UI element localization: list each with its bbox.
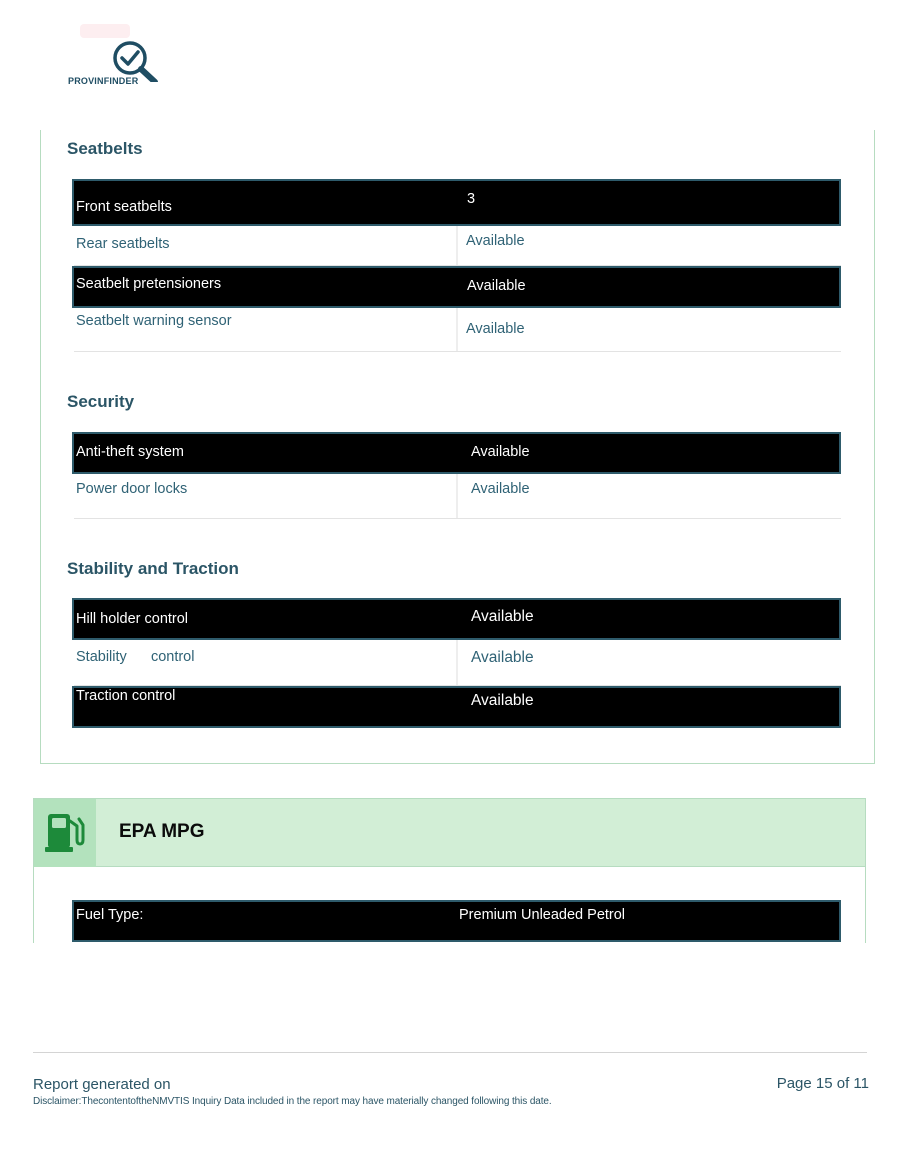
report-generated-label: Report generated on xyxy=(33,1076,171,1093)
row-value: Available xyxy=(471,692,534,709)
section-title-seatbelts: Seatbelts xyxy=(67,139,143,158)
row-label: Seatbelt warning sensor xyxy=(76,313,232,329)
table-row xyxy=(72,686,841,728)
row-value: 3 xyxy=(467,191,476,207)
row-label: Power door locks xyxy=(76,481,188,497)
row-value: Available xyxy=(471,608,534,625)
logo xyxy=(68,22,168,88)
column-divider xyxy=(456,640,458,685)
column-divider xyxy=(456,308,458,351)
row-value: Available xyxy=(466,233,525,249)
epa-header xyxy=(34,799,865,867)
table-row xyxy=(72,179,841,226)
fuel-pump-icon xyxy=(34,799,96,867)
epa-icon-box xyxy=(34,799,96,867)
row-value: Available xyxy=(471,444,530,460)
footer-divider xyxy=(33,1052,867,1053)
row-label: Hill holder control xyxy=(76,611,189,627)
page-number: Page 15 of 11 xyxy=(776,1075,869,1092)
table-row xyxy=(74,226,841,266)
column-divider xyxy=(456,226,458,265)
section-title-security: Security xyxy=(67,392,135,411)
row-label: Seatbelt pretensioners xyxy=(76,276,222,292)
table-row xyxy=(72,266,841,308)
table-row xyxy=(72,432,841,474)
disclaimer: Disclaimer:ThecontentoftheNMVTIS Inquiry Data included in the report may have materially changed following this date. xyxy=(33,1096,552,1107)
row-value: Available xyxy=(466,321,525,337)
row-value: Available xyxy=(467,278,526,294)
row-label: Rear seatbelts xyxy=(76,236,170,252)
table-row xyxy=(74,308,841,352)
section-title-stability: Stability and Traction xyxy=(67,559,239,578)
column-divider xyxy=(456,474,458,518)
magnifier-check-icon xyxy=(68,22,168,82)
epa-title: EPA MPG xyxy=(119,821,205,842)
table-row xyxy=(72,598,841,640)
row-value: Premium Unleaded Petrol xyxy=(459,907,626,923)
row-value: Available xyxy=(471,649,534,666)
table-row xyxy=(74,474,841,519)
row-value: Available xyxy=(471,481,530,497)
row-label: Fuel Type: xyxy=(76,907,144,923)
row-label: Anti-theft system xyxy=(76,444,184,460)
table-row xyxy=(72,900,841,942)
row-label: Front seatbelts xyxy=(76,199,172,215)
brand-name: PROVINFINDER xyxy=(68,76,139,86)
row-label: Stability control xyxy=(76,649,195,665)
row-label: Traction control xyxy=(76,688,176,704)
table-row xyxy=(74,640,841,686)
